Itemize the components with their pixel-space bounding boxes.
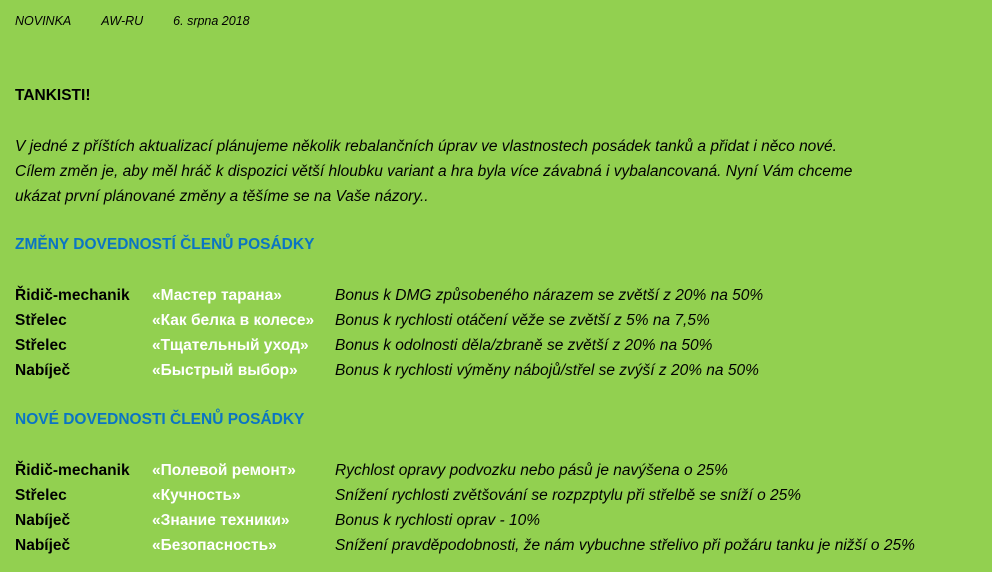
skill-row bbox=[15, 361, 985, 386]
skill-name: «Полевой ремонт» bbox=[152, 462, 296, 479]
section-title-new-skills: NOVÉ DOVEDNOSTI ČLENŮ POSÁDKY bbox=[15, 411, 305, 428]
crew-role: Střelec bbox=[15, 337, 67, 354]
crew-role: Řidič-mechanik bbox=[15, 462, 130, 479]
crew-role: Nabíječ bbox=[15, 537, 71, 554]
skill-name: «Быстрый выбор» bbox=[152, 362, 298, 379]
skill-description: Bonus k rychlosti výměny nábojů/střel se zvýší z 20% na 50% bbox=[335, 362, 759, 379]
skill-row bbox=[15, 311, 985, 336]
skill-description: Bonus k DMG způsobeného nárazem se zvětší z 20% na 50% bbox=[335, 287, 764, 304]
skill-description: Bonus k rychlosti oprav - 10% bbox=[335, 512, 541, 529]
source-label: AW-RU bbox=[101, 14, 144, 28]
skill-description: Rychlost opravy podvozku nebo pásů je navýšena o 25% bbox=[335, 462, 728, 479]
crew-role: Nabíječ bbox=[15, 362, 71, 379]
intro-line: V jedné z příštích aktualizací plánujeme několik rebalančních úprav ve vlastnostech posádek tanků a přidat i něco nové. bbox=[15, 138, 837, 155]
skill-row bbox=[15, 336, 985, 361]
crew-role: Střelec bbox=[15, 312, 67, 329]
skill-name: «Знание техники» bbox=[152, 512, 290, 529]
publish-date: 6. srpna 2018 bbox=[173, 14, 250, 28]
skill-name: «Кучность» bbox=[152, 487, 241, 504]
skill-description: Bonus k odolnosti děla/zbraně se zvětší z 20% na 50% bbox=[335, 337, 713, 354]
intro-line: ukázat první plánované změny a těšíme se na Vaše názory.. bbox=[15, 188, 429, 205]
skill-row bbox=[15, 286, 985, 311]
intro-line: Cílem změn je, aby měl hráč k dispozici větší hloubku variant a hra byla více závabná i vybalancovaná. Nyní Vám chceme bbox=[15, 163, 853, 180]
skill-row bbox=[15, 461, 985, 486]
section-title-changes: ZMĚNY DOVEDNOSTÍ ČLENŮ POSÁDKY bbox=[15, 236, 315, 253]
article-meta bbox=[15, 14, 250, 28]
skill-description: Bonus k rychlosti otáčení věže se zvětší z 5% na 7,5% bbox=[335, 312, 710, 329]
skill-description: Snížení pravděpodobnosti, že nám vybuchne střelivo při požáru tanku je nižší o 25% bbox=[335, 537, 915, 554]
skill-name: «Безопасность» bbox=[152, 537, 277, 554]
greeting-heading: TANKISTI! bbox=[15, 87, 91, 104]
skill-row bbox=[15, 511, 985, 536]
skill-row bbox=[15, 486, 985, 511]
skill-row bbox=[15, 536, 985, 561]
crew-role: Řidič-mechanik bbox=[15, 287, 130, 304]
skill-name: «Мастер тарана» bbox=[152, 287, 282, 304]
skill-description: Snížení rychlosti zvětšování se rozpzptylu při střelbě se sníží o 25% bbox=[335, 487, 802, 504]
intro-paragraph bbox=[15, 134, 975, 209]
skill-name: «Как белка в колесе» bbox=[152, 312, 315, 329]
new-skills-list bbox=[15, 461, 985, 561]
crew-role: Nabíječ bbox=[15, 512, 71, 529]
news-tag: NOVINKA bbox=[15, 14, 72, 28]
skill-name: «Тщательный уход» bbox=[152, 337, 309, 354]
changes-list bbox=[15, 286, 985, 386]
crew-role: Střelec bbox=[15, 487, 67, 504]
